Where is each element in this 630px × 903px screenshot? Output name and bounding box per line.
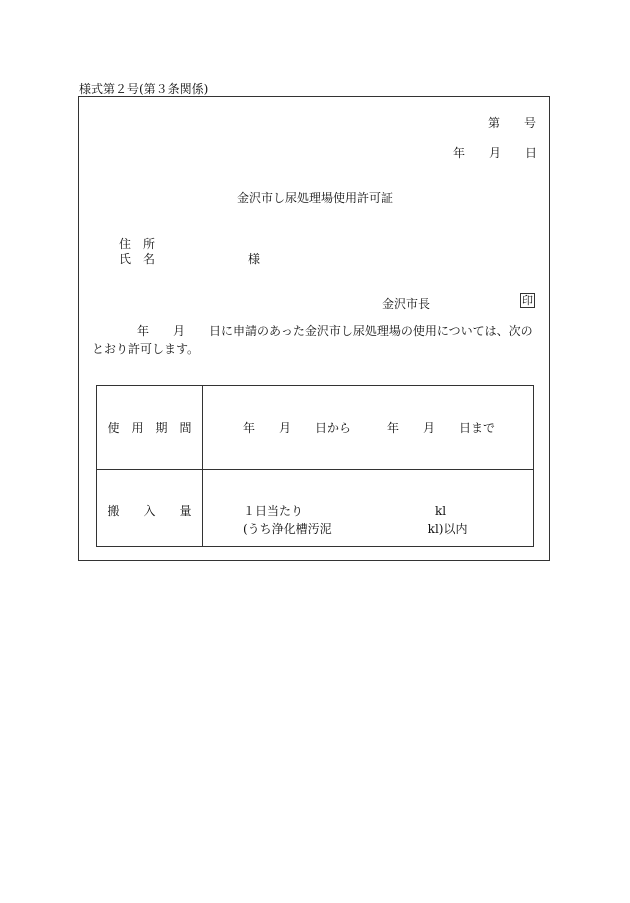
table-row: [97, 386, 534, 470]
delivery-amount-value: [203, 470, 534, 547]
honorific-sama: 様: [248, 252, 261, 266]
permit-terms-table: [96, 385, 534, 547]
permit-number-line: 第 号: [488, 116, 537, 130]
septic-sludge-line: (うち浄化槽汚泥 kl)以内: [243, 522, 468, 536]
issuer-title: 金沢市長: [382, 297, 431, 311]
delivery-amount-label: 搬 入 量: [97, 470, 203, 547]
table-row: [97, 470, 534, 547]
daily-amount-line: １日当たり kl: [243, 504, 447, 518]
form-number-label: 様式第２号(第３条関係): [79, 82, 209, 96]
usage-period-value: 年 月 日から 年 月 日まで: [203, 386, 534, 470]
permission-statement: 年 月 日に申請のあった金沢市し尿処理場の使用については、次のとおり許可します。: [92, 324, 533, 356]
address-label: 住 所: [119, 237, 156, 251]
issue-date-line: 年 月 日: [453, 146, 538, 160]
document-title: 金沢市し尿処理場使用許可証: [237, 191, 394, 205]
usage-period-label: 使 用 期 間: [97, 386, 203, 470]
seal-stamp-box: 印: [522, 294, 533, 307]
name-label: 氏 名: [119, 252, 156, 266]
